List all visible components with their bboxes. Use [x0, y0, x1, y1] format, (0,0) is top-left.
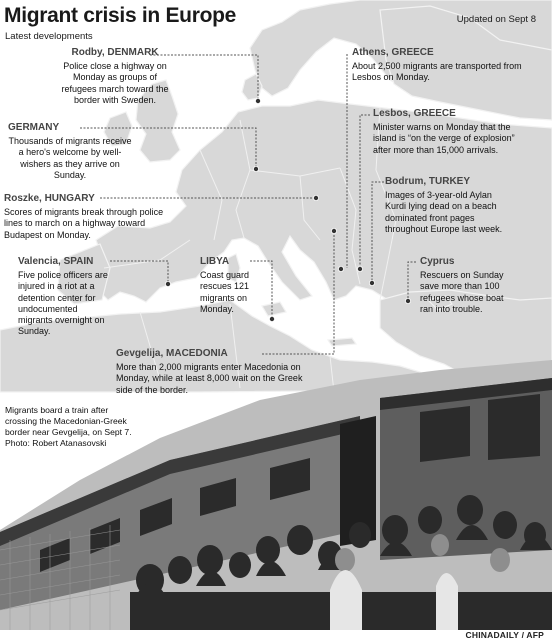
leader-valencia	[110, 261, 168, 283]
note-valencia	[18, 256, 114, 337]
note-roszke	[4, 193, 164, 241]
marker-bodrum	[369, 280, 374, 285]
note-bodrum	[385, 176, 515, 235]
leader-bodrum	[372, 182, 384, 282]
note-heading: LIBYA	[200, 256, 230, 267]
page-subtitle: Latest developments	[5, 31, 93, 42]
note-body: Thousands of migrants receive a hero's welcome by well-wishers as they arrive on Sunday.	[8, 136, 132, 180]
train-photo	[0, 360, 552, 630]
note-body: Scores of migrants break through police lines to march on a highway toward Budapest on Monday.	[4, 207, 164, 240]
marker-rodby	[255, 98, 260, 103]
photo-caption-text: Migrants board a train after crossing the Macedonian-Greek border near Gevgelija, on Sept 7.	[5, 405, 132, 437]
note-body: About 2,500 migrants are transported from Lesbos on Monday.	[352, 61, 522, 83]
marker-athens	[338, 266, 343, 271]
note-lesbos	[373, 108, 533, 156]
note-heading: Roszke, HUNGARY	[4, 193, 95, 204]
note-body: Police close a highway on Monday as groups of refugees march toward the border with Sweden.	[61, 61, 169, 105]
note-heading: Valencia, SPAIN	[18, 256, 94, 267]
marker-germany	[253, 166, 258, 171]
note-libya	[200, 256, 260, 315]
note-heading: GERMANY	[8, 122, 60, 133]
note-body: More than 2,000 migrants enter Macedonia on Monday, while at least 8,000 wait on the Greek side of the border.	[116, 362, 303, 395]
marker-gevgelija	[331, 228, 336, 233]
note-cyprus	[420, 256, 518, 315]
note-heading: Bodrum, TURKEY	[385, 176, 470, 187]
marker-valencia	[165, 281, 170, 286]
note-heading: Cyprus	[420, 256, 455, 267]
page-title: Migrant crisis in Europe	[4, 4, 237, 27]
note-body: Images of 3-year-old Aylan Kurdi lying dead on a beach dominated front pages throughout Europe last week.	[385, 190, 503, 234]
note-gevgelija	[116, 348, 316, 396]
note-body: Rescuers on Sunday save more than 100 refugees whose boat ran into trouble.	[420, 270, 504, 314]
marker-libya	[269, 316, 274, 321]
note-heading: Lesbos, GREECE	[373, 108, 456, 119]
marker-cyprus	[405, 298, 410, 303]
leader-gevgelija	[262, 232, 334, 354]
updated-date: Updated on Sept 8	[456, 14, 536, 25]
leader-lesbos	[360, 115, 370, 268]
photo-credit: Photo: Robert Atanasovski	[5, 438, 107, 448]
note-heading: Rodby, DENMARK	[71, 47, 159, 58]
marker-lesbos	[357, 266, 362, 271]
note-body: Five police officers are injured in a riot at a detention center for undocumented migrants overnight on Sunday.	[18, 270, 108, 337]
note-heading: Gevgelija, MACEDONIA	[116, 348, 228, 359]
leader-cyprus	[408, 262, 416, 300]
photo-caption	[5, 405, 135, 449]
note-athens	[352, 47, 522, 84]
note-germany	[8, 122, 132, 181]
note-body: Coast guard rescues 121 migrants on Monday.	[200, 270, 250, 314]
note-heading: Athens, GREECE	[352, 47, 434, 58]
note-rodby	[60, 47, 170, 106]
marker-roszke	[313, 195, 318, 200]
source-credit: CHINADAILY / AFP	[465, 630, 544, 640]
note-body: Minister warns on Monday that the island is “on the verge of explosion” after more than 15,000 arrivals.	[373, 122, 515, 155]
